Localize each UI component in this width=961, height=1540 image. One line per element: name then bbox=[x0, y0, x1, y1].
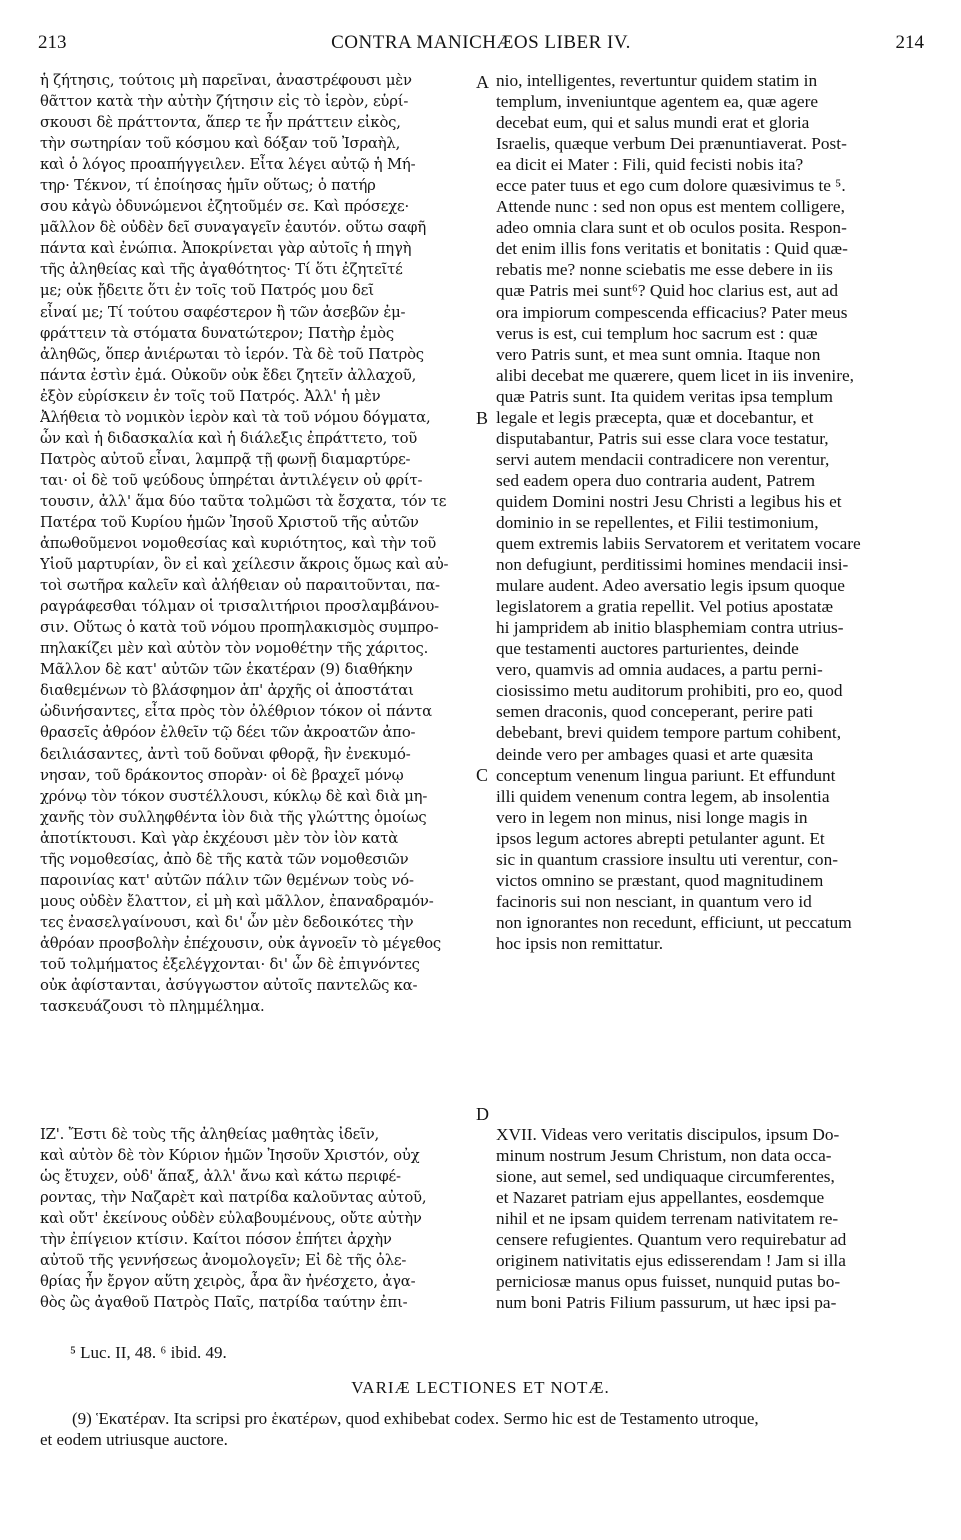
greek-line: καὶ οὔτ' ἐκείνους οὐδὲν εὐλαβουμένους, οὔτε αὐτὴν bbox=[40, 1210, 422, 1228]
greek-line: καὶ ὁ λόγος προαπήγγειλεν. Εἶτα λέγει αὐτῷ ἡ Μή- bbox=[40, 156, 416, 174]
greek-line: Πατρὸς αὐτοῦ εἶναι, λαμπρᾷ τῇ φωνῇ διαμαρτύρε- bbox=[40, 450, 411, 468]
greek-line: ἐξὸν εὑρίσκειν ἐν τοῖς τοῦ Πατρός. Ἀλλ' ἡ μὲν bbox=[40, 387, 381, 405]
right-page-number: 214 bbox=[895, 32, 924, 53]
greek-line: δειλιάσαντες, ἀντὶ τοῦ δοῦναι φθορᾷ, ἣν ἐνεκυμό- bbox=[40, 745, 411, 763]
greek-line: φράττειν τὰ στόματα δυνατώτερον; Πατὴρ ἐμὸς bbox=[40, 324, 394, 342]
latin-line: Attende nunc : sed non opus est mentem colligere, bbox=[496, 197, 845, 217]
greek-line: καὶ αὐτὸν δὲ τὸν Κύριον ἡμῶν Ἰησοῦν Χριστόν, οὐχ bbox=[40, 1147, 420, 1165]
latin-line: quæ Patris sunt. Ita quidem veritas ipsa templum bbox=[496, 386, 833, 406]
latin-line: et Nazaret patriam ejus appellantes, eosdemque bbox=[496, 1188, 825, 1208]
latin-line: num boni Patris Filium passurum, ut hæc ipsi pa- bbox=[496, 1293, 837, 1313]
latin-line: vero, quamvis ad omnia audaces, a partu perni- bbox=[496, 660, 823, 680]
greek-line: Ἀλήθεια τὸ νομικὸν ἱερὸν καὶ τὰ τοῦ νόμου δόγματα, bbox=[40, 408, 431, 426]
latin-line: ecce pater tuus et ego cum dolore quæsivimus te ⁵. bbox=[496, 176, 846, 196]
latin-line: quem extremis labiis Servatorem et veritatem vocare bbox=[496, 534, 861, 554]
margin-marker-b: B bbox=[476, 408, 489, 428]
greek-line: θρίας ἦν ἔργον αὕτη χειρὸς, ἆρα ἂν ἠνέσχετο, ἀγα- bbox=[40, 1273, 416, 1291]
latin-line: servi autem mendacii contradicere non verentur, bbox=[496, 449, 830, 469]
latin-line: det enim illis fons veritatis et bonitatis : Quid quæ- bbox=[496, 239, 848, 259]
greek-line: μους οὐδὲν ἔλαττον, εἰ μὴ καὶ μᾶλλον, ἐπαναδραμόν- bbox=[40, 892, 434, 910]
greek-line: πηλακίζει μὲν καὶ αὐτὸν τὸν νομοθέτην τῆς χάριτος. bbox=[40, 640, 429, 658]
greek-line: τασκευάζουσι τὸ πλημμέλημα. bbox=[40, 998, 265, 1016]
greek-line: πάντα καὶ ἐνώπια. Ἀποκρίνεται γὰρ αὐτοῖς ἡ πηγὴ bbox=[40, 240, 412, 258]
greek-line: ροντας, τὴν Ναζαρὲτ καὶ πατρίδα καλοῦντας αὐτοῦ, bbox=[40, 1189, 427, 1207]
greek-line: ἡ ζήτησις, τούτοις μὴ παρεῖναι, ἀναστρέφουσι μὲν bbox=[40, 72, 412, 89]
latin-line: mulare audent. Adeo aversatio legis ipsum quoque bbox=[496, 576, 845, 596]
latin-line: quæ Patris mei sunt⁶? Quid hoc clarius est, aut ad bbox=[496, 281, 838, 301]
latin-line: nihil et ne ipsam quidem terrenam nativitatem re- bbox=[496, 1209, 839, 1229]
greek-line: χανῆς τὸν συλληφθέντα ἰὸν διὰ τῆς γλώττης ὁμοίως bbox=[40, 808, 427, 826]
latin-line: ea dicit ei Mater : Fili, quid fecisti nobis ita? bbox=[496, 155, 804, 175]
greek-line: νησαν, τοῦ δράκοντος σπορὰν· οἱ δὲ βραχεῖ μόνῳ bbox=[40, 766, 404, 784]
latin-line: alibi decebat me quærere, quem licet in iis invenire, bbox=[496, 365, 854, 385]
greek-line: θᾶττον κατὰ τὴν αὐτὴν ζήτησιν εἰς τὸ ἱερὸν, εὑρί- bbox=[40, 93, 409, 111]
latin-line: semen draconis, quod conceperant, perire pati bbox=[496, 702, 814, 722]
greek-line: Μᾶλλον δὲ κατ' αὐτῶν τῶν ἑκατέραν (9) διαθήκην bbox=[40, 661, 413, 679]
latin-line: sione, aut semel, sed undiquaque circumferentes, bbox=[496, 1167, 835, 1187]
greek-line: χρόνῳ τὸν τόκον συστέλλουσι, κύκλῳ δὲ καὶ διὰ μη- bbox=[40, 787, 428, 805]
greek-line: με; οὐκ ᾔδειτε ὅτι ἐν τοῖς τοῦ Πατρός μου δεῖ bbox=[40, 282, 374, 300]
greek-line: θὸς ὢς ἀγαθοῦ Πατρὸς Παῖς, πατρίδα ταύτην ἐπι- bbox=[40, 1294, 408, 1312]
latin-line: victos omnino se præstant, quod magnitudinem bbox=[496, 870, 824, 890]
greek-line: τοὶ σωτῆρα καλεῖν καὶ ἀλήθειαν οὐ παραιτοῦνται, πα- bbox=[40, 577, 440, 595]
latin-line: perniciosæ manus opus fuisset, nunquid putas bo- bbox=[496, 1272, 841, 1292]
latin-line: disputabantur, Patris sui esse clara voce testatur, bbox=[496, 428, 829, 448]
variae-lectiones-title: VARIÆ LECTIONES ET NOTÆ. bbox=[351, 1378, 610, 1397]
latin-column-top bbox=[496, 70, 924, 954]
greek-line: τες ἐνασελγαίνουσι, καὶ δι' ὧν μὲν δεδοικότες τὴν bbox=[40, 913, 414, 931]
greek-line: τὴν σωτηρίαν τοῦ κόσμου καὶ δόξαν τοῦ Ἰσραὴλ, bbox=[40, 135, 401, 153]
greek-line: ὡς ἔτυχεν, οὐδ' ἅπαξ, ἀλλ' ἄνω καὶ κάτω περιφέ- bbox=[40, 1168, 401, 1186]
greek-line: τῆς ἀληθείας καὶ τῆς ἀγαθότητος· Τί ὅτι ἐζητεῖτέ bbox=[40, 261, 403, 279]
greek-line: ται· οἱ δὲ τοῦ ψεύδους ὑπηρέται ἀντιλέγειν οὐ φρίτ- bbox=[40, 471, 423, 489]
latin-line: censere refugientes. Quantum vero requirebatur ad bbox=[496, 1230, 847, 1250]
greek-line: μᾶλλον δὲ οὐδὲν δεῖ συναγαγεῖν ἑαυτόν. οὕτω σαφῆ bbox=[40, 219, 426, 237]
greek-line: ἀποτίκτουσι. Καὶ γὰρ ἐκχέουσι μὲν τὸν ἰὸν κατὰ bbox=[40, 829, 399, 847]
latin-line: debebant, brevi quidem tempore partum cohibent, bbox=[496, 723, 842, 743]
latin-line: ciosissimo metu auditorum prohibiti, pro eo, quod bbox=[496, 681, 843, 701]
latin-line: non ignorantes non recedunt, efficiunt, ut peccatum bbox=[496, 912, 852, 932]
latin-line: non defugiunt, perditissimi homines mendacii insi- bbox=[496, 555, 849, 575]
latin-line: vero Patris sunt, et mea sunt omnia. Itaque non bbox=[496, 344, 821, 364]
running-title: CONTRA MANICHÆOS LIBER IV. bbox=[331, 32, 631, 53]
greek-line: Πατέρα τοῦ Κυρίου ἡμῶν Ἰησοῦ Χριστοῦ τῆς αὐτῶν bbox=[40, 513, 419, 531]
greek-line: ὧν καὶ ἡ διδασκαλία καὶ ἡ διάλεξις ἐπράττετο, τοῦ bbox=[40, 429, 418, 447]
greek-column-top bbox=[40, 70, 472, 1017]
latin-line: verus is est, cui templum hoc sacrum est : quæ bbox=[496, 323, 818, 343]
latin-line: ora impiorum compescenda efficacius? Pater meus bbox=[496, 302, 848, 322]
greek-line: Υἱοῦ μαρτυρίαν, ὃν εἰ καὶ χείλεσιν ἄκροις ὅμως καὶ αὐ- bbox=[40, 556, 449, 574]
margin-marker-d: D bbox=[476, 1104, 489, 1124]
margin-marker-a: A bbox=[476, 72, 489, 92]
latin-line: que testamenti auctores parturientes, deinde bbox=[496, 639, 799, 659]
greek-line: τοῦ τολμήματος ἐξελέγχονται· δι' ὧν δὲ ἐπιγνόντες bbox=[40, 955, 420, 973]
greek-line: ἀπωθοῦμενοι νομοθεσίας καὶ κυριότητος, καὶ τὴν τοῦ bbox=[40, 535, 436, 553]
latin-line: facinoris sui non nesciant, in quantum vero id bbox=[496, 891, 812, 911]
latin-line: minum nostrum Jesum Christum, non data occa- bbox=[496, 1146, 832, 1166]
latin-line: dominio in se repellentes, et Filii testimonium, bbox=[496, 512, 819, 532]
greek-line: αὐτοῦ τῆς γεννήσεως ἀνομολογεῖν; Εἰ δὲ τῆς ὀλε- bbox=[40, 1252, 407, 1270]
margin-marker-c: C bbox=[476, 765, 489, 785]
latin-line: sic in quantum crassiore insultu uti verentur, con- bbox=[496, 849, 838, 869]
latin-line: conceptum venenum lingua pariunt. Et effundunt bbox=[496, 765, 836, 785]
greek-line: οὐκ ἀφίστανται, ἀσύγγωστον αὐτοῖς παντελῶς κα- bbox=[40, 977, 418, 995]
greek-line: θρασεῖς ἀθρόον ἐλθεῖν τῷ δέει τῶν ἀκροατῶν ἀπο- bbox=[40, 724, 416, 742]
latin-line: hi jampridem ab initio blasphemiam contra utrius- bbox=[496, 618, 844, 638]
greek-line: ὠδινήσαντες, εἶτα πρὸς τὸν ὀλέθριον τόκον οἱ πάντα bbox=[40, 703, 432, 721]
variae-note-line: (9) Ἑκατέραν. Ita scripsi pro ἑκατέρων, quod exhibebat codex. Sermo hic est de Testamento utroque, bbox=[72, 1409, 759, 1428]
latin-line: rebatis me? nonne sciebatis me esse debere in iis bbox=[496, 260, 833, 280]
latin-line: hoc ipsis non remittatur. bbox=[496, 933, 664, 953]
latin-line: XVII. Videas vero veritatis discipulos, ipsum Do- bbox=[496, 1125, 840, 1144]
left-page-number: 213 bbox=[38, 32, 67, 53]
greek-line: τηρ· Τέκνον, τί ἐποίησας ἡμῖν οὕτως; ὁ πατήρ bbox=[40, 177, 376, 195]
latin-line: legale et legis præcepta, quæ et docebantur, et bbox=[496, 407, 814, 427]
latin-line: adeo omnia clara sunt et ob oculos posita. Respon- bbox=[496, 218, 847, 238]
greek-column-bottom bbox=[40, 1124, 472, 1313]
greek-line: διαθεμένων τὸ βλάσφημον ἀπ' ἀρχῆς οἱ ἀποστάται bbox=[40, 682, 414, 700]
greek-line: πάντα ἐστὶν ἐμά. Οὐκοῦν οὐκ ἔδει ζητεῖν ἀλλαχοῦ, bbox=[40, 366, 417, 384]
latin-line: deinde vero per ambages quasi et arte quæsita bbox=[496, 744, 814, 764]
greek-line: τῆς νομοθεσίας, ἀπὸ δὲ τῆς κατὰ τῶν νομοθεσιῶν bbox=[40, 850, 409, 868]
greek-line: τὴν ἐπίγειον κτίσιν. Καίτοι πόσον ἐπήτει ἀρχὴν bbox=[40, 1231, 392, 1249]
latin-line: decebat eum, qui et salus mundi erat et gloria bbox=[496, 113, 810, 133]
latin-line: ipsos legum actores abrepti petulanter agunt. Et bbox=[496, 828, 825, 848]
footnotes: ⁵ Luc. II, 48. ⁶ ibid. 49. bbox=[70, 1343, 227, 1362]
latin-line: quidem Domini nostri Jesu Christi a legibus his et bbox=[496, 491, 842, 511]
latin-column-bottom bbox=[496, 1124, 924, 1313]
variae-lectiones-note bbox=[40, 1408, 924, 1450]
latin-line: sed eadem opera duo contraria audent, Patrem bbox=[496, 470, 816, 490]
latin-line: originem nativitatis ejus edisserendam ! Jam si illa bbox=[496, 1251, 846, 1271]
variae-note-line: et eodem utriusque auctore. bbox=[40, 1430, 228, 1449]
greek-line: εἶναί με; Τί τούτου σαφέστερον ἢ τῶν ἀσεβῶν ἐμ- bbox=[40, 303, 406, 321]
latin-line: vero in legem non minus, nisi longe magis in bbox=[496, 807, 808, 827]
running-header bbox=[38, 32, 924, 58]
latin-line: Israelis, quæque verbum Dei prænuntiaverat. Post- bbox=[496, 134, 847, 154]
latin-line: nio, intelligentes, revertuntur quidem statim in bbox=[496, 71, 818, 90]
latin-line: templum, inveniuntque agentem ea, quæ agere bbox=[496, 92, 818, 112]
latin-line: illi quidem venenum contra legem, ab insolentia bbox=[496, 786, 830, 806]
greek-line: σκουσι δὲ πράττοντα, ἅπερ τε ἦν πράττειν εἰκὸς, bbox=[40, 114, 401, 132]
greek-line: σιν. Οὕτως ὁ κατὰ τοῦ νόμου προπηλακισμὸς συμπρο- bbox=[40, 619, 439, 637]
greek-line: ἀθρόαν προσβολὴν ἐπέχουσιν, οὐκ ἀγνοεῖν τὸ μέγεθος bbox=[40, 934, 441, 952]
greek-line: σου κἀγὼ ὀδυνώμενοι ἐζητοῦμέν σε. Καὶ πρόσεχε· bbox=[40, 198, 409, 216]
greek-line: ραγράφεσθαι τόλμαν οἱ τρισαλιτήριοι προσλαμβάνου- bbox=[40, 598, 439, 616]
latin-line: legislatorem a gratia repellit. Vel potius apostatæ bbox=[496, 597, 834, 617]
greek-line: ἀληθῶς, ὅπερ ἀνιέρωται τὸ ἱερόν. Τὰ δὲ τοῦ Πατρὸς bbox=[40, 345, 424, 363]
greek-line: παροινίας κατ' αὐτῶν πάλιν τῶν θεμένων τοὺς νό- bbox=[40, 871, 414, 889]
greek-line: ΙΖ'. Ἔστι δὲ τοὺς τῆς ἀληθείας μαθητὰς ἰδεῖν, bbox=[40, 1126, 380, 1143]
greek-line: τουσιν, ἀλλ' ἅμα δύο ταῦτα τολμῶσι τὰ ἔσχατα, τόν τε bbox=[40, 492, 447, 510]
